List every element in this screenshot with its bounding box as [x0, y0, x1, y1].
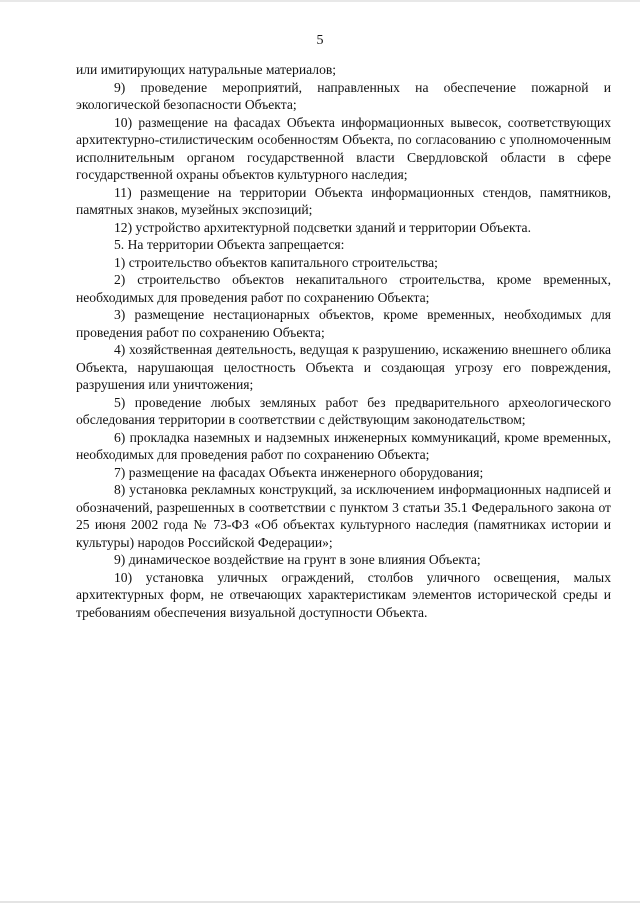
list-item-9-fire-safety: 9) проведение мероприятий, направленных на обеспечение пожарной и экологической безопасности Объекта; — [76, 79, 611, 112]
paragraph-continuation: или имитирующих натуральные материалов; — [76, 62, 337, 77]
prohibited-item-9: 9) динамическое воздействие на грунт в зоне влияния Объекта; — [114, 552, 481, 567]
page-number: 5 — [316, 33, 324, 48]
section-5-heading: 5. На территории Объекта запрещается: — [114, 237, 345, 252]
list-item-10-signage: 10) размещение на фасадах Объекта информационных вывесок, соответствующих архитектурно-стилистическим особенностям Объекта, по согласованию с уполномоченным исполнительным органом государственной власти Свердловской области в сфере государственной охраны объектов культурного наследия; — [76, 114, 611, 182]
list-item-12-lighting: 12) устройство архитектурной подсветки зданий и территории Объекта. — [114, 219, 531, 235]
scan-bottom-edge — [0, 901, 640, 903]
document-body — [76, 61, 611, 621]
prohibited-item-5: 5) проведение любых земляных работ без предварительного археологического обследования территории в соответствии с действующим законодательством; — [76, 394, 611, 427]
prohibited-item-10: 10) установка уличных ограждений, столбов уличного освещения, малых архитектурных форм, не отвечающих характеристикам элементов исторической среды и требованиям обеспечения визуальной доступности Объекта. — [76, 569, 611, 620]
prohibited-item-2: 2) строительство объектов некапитального строительства, кроме временных, необходимых для проведения работ по сохранению Объекта; — [76, 272, 611, 305]
prohibited-item-4: 4) хозяйственная деятельность, ведущая к разрушению, искажению внешнего облика Объекта, нарушающая целостность Объекта и создающая угрозу его повреждения, разрушения или уничтожения; — [76, 342, 611, 392]
scan-top-edge — [0, 0, 640, 2]
prohibited-item-3: 3) размещение нестационарных объектов, кроме временных, необходимых для проведения работ по сохранению Объекта; — [76, 307, 611, 340]
prohibited-item-7: 7) размещение на фасадах Объекта инженерного оборудования; — [114, 464, 484, 480]
prohibited-item-8: 8) установка рекламных конструкций, за исключением информационных надписей и обозначений, разрешенных в соответствии с пунктом 3 статьи 35.1 Федерального закона от 25 июня 2002 года № 73-ФЗ «Об объектах культурного наследия (памятниках истории и культуры) народов Российской Федерации»; — [76, 482, 611, 550]
prohibited-item-6: 6) прокладка наземных и надземных инженерных коммуникаций, кроме временных, необходимых для проведения работ по сохранению Объекта; — [76, 429, 611, 462]
prohibited-item-1: 1) строительство объектов капитального строительства; — [114, 254, 438, 270]
list-item-11-stands: 11) размещение на территории Объекта информационных стендов, памятников, памятных знаков, музейных экспозиций; — [76, 184, 611, 217]
